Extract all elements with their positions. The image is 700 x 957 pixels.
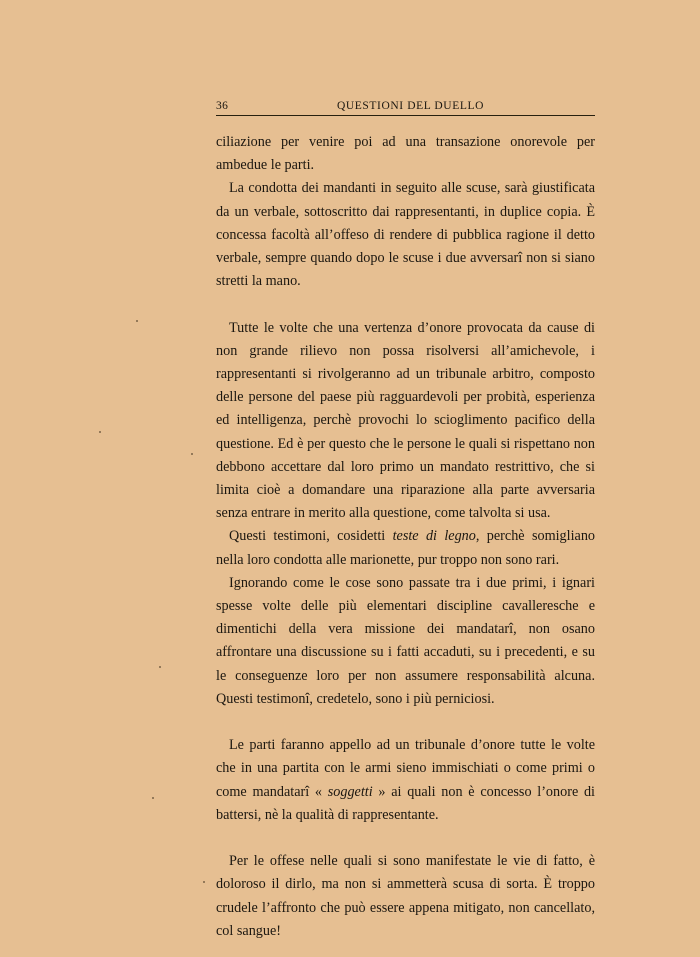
paragraph-continuation: ciliazione per venire poi ad una transazione onorevole per ambedue le parti. xyxy=(216,134,595,174)
scan-speck xyxy=(99,431,101,433)
italic-word: soggetti xyxy=(327,783,373,800)
paragraph-teste-di-legno xyxy=(216,525,595,571)
header-rule xyxy=(216,115,595,116)
scan-speck xyxy=(159,666,161,668)
page-text xyxy=(216,131,595,943)
paragraph-vie-di-fatto: Per le offese nelle quali si sono manifestate le vie di fatto, è doloroso il dirlo, ma non si ammetterà scusa di sorta. È troppo crudele l’affronto che può essere appena mitigato, non cancellato, col sangue! xyxy=(216,853,595,939)
italic-phrase: teste di legno xyxy=(392,528,476,545)
paragraph-testimoni: Ignorando come le cose sono passate tra i due primi, i ignari spesse volte delle più elementari discipline cavalleresche e dimentichi della vera missione dei mandatarî, non osano affrontare una discussione su i fatti accaduti, su i precedenti, e su le conseguenze loro per non assumere responsabilità alcuna. Questi testimonî, credetelo, sono i più perniciosi. xyxy=(216,574,595,707)
paragraph-tribunale-arbitro: Tutte le volte che una vertenza d’onore provocata da cause di non grande rilievo non possa risolversi all’amichevole, i rappresentanti si rivolgeranno ad un tribunale arbitro, composto delle persone del paese più ragguardevoli per probità, esperienza ed intelligenza, perchè provochi lo scioglimento pacifico della questione. Ed è per questo che le persone le quali si rispettano non debbono accettare dal loro primo un mandato restrittivo, che si limita cioè a domandare una riparazione alla parte avversaria senza entrare in merito alla questione, come talvolta si usa. xyxy=(216,319,595,522)
running-head: QUESTIONI DEL DUELLO xyxy=(337,100,484,112)
paragraph-text: Questi testimoni, cosidetti xyxy=(229,528,393,545)
paragraph-tribunale-onore xyxy=(216,734,595,827)
paragraph-verbale: La condotta dei mandanti in seguito alle scuse, sarà giustificata da un verbale, sottoscritto dai rappresentanti, in duplice copia. È concessa facoltà all’offeso di rendere di pubblica ragione il detto verbale, sempre quando dopo le scuse i due avversarî non si siano stretti la mano. xyxy=(216,180,595,290)
page-number: 36 xyxy=(216,100,229,112)
scan-speck xyxy=(191,453,193,455)
scan-speck xyxy=(136,320,138,322)
paragraph-text: » ai quali non è concesso l’onore di battersi, nè la qualità di rappresentante. xyxy=(216,783,596,823)
paragraph-text: Le parti faranno appello ad un tribunale d’onore tutte le volte che in una partita con le armi sieno immischiati o come primi o come mandatarî « xyxy=(216,737,595,800)
scan-speck xyxy=(152,797,154,799)
paragraph-text: , perchè somigliano nella loro condotta alle marionette, pur troppo non sono rari. xyxy=(216,528,596,568)
scan-speck xyxy=(203,881,205,883)
page-header xyxy=(216,96,595,116)
